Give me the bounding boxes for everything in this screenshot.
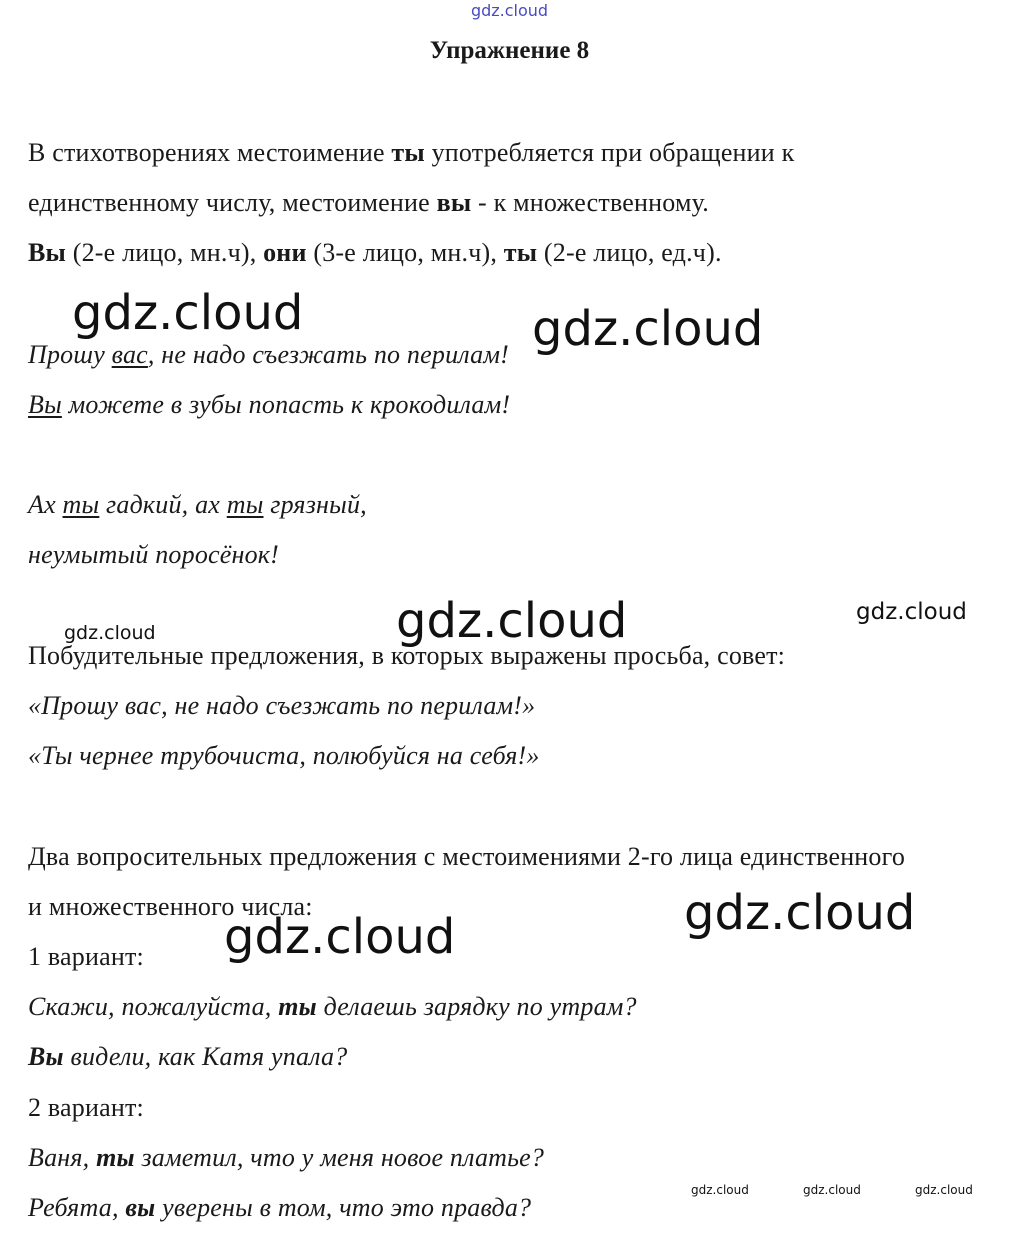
incentive-heading: Побудительные предложения, в которых выражены просьба, совет: xyxy=(28,641,786,670)
watermark-large: gdz.cloud xyxy=(72,285,304,341)
underlined-pronoun-ty-2: ты xyxy=(226,490,264,519)
para1-line3 xyxy=(28,238,722,268)
para1-line3-text-b: (3-е лицо, мн.ч), xyxy=(306,238,504,267)
pronoun-vy-bold: Вы xyxy=(28,238,67,267)
pronoun-ty-bold: ты xyxy=(503,238,538,267)
para1-line2-text-a: единственному числу, местоимение xyxy=(28,188,437,217)
poem2-line1-text-c: грязный, xyxy=(263,490,367,519)
v1s1-text-a: Скажи, пожалуйста, xyxy=(28,992,279,1021)
variant-2-label: 2 вариант: xyxy=(28,1093,144,1122)
questions-heading-line2: и множественного числа: xyxy=(28,892,313,921)
underlined-pronoun-ty-1: ты xyxy=(62,490,100,519)
watermark-large: gdz.cloud xyxy=(396,593,628,649)
watermark-tiny: gdz.cloud xyxy=(915,1183,973,1197)
v2s1-pronoun: ты xyxy=(96,1143,135,1172)
poem1-line2-text: можете в зубы попасть к крокодилам! xyxy=(61,390,511,419)
watermark-medium: gdz.cloud xyxy=(856,599,967,625)
incentive-quote-2: «Ты чернее трубочиста, полюбуйся на себя!» xyxy=(28,741,540,770)
variant-2-sentence-2 xyxy=(28,1193,531,1223)
poem1-line2 xyxy=(28,390,510,420)
poem1-line1-text-b: , не надо съезжать по перилам! xyxy=(147,340,509,369)
v1s2-pronoun: Вы xyxy=(28,1042,64,1071)
variant-1-sentence-1 xyxy=(28,992,637,1022)
para1-line1 xyxy=(28,138,794,168)
v2s2-text-a: Ребята, xyxy=(28,1193,126,1222)
poem2-line2: неумытый поросёнок! xyxy=(28,540,280,569)
questions-heading-line1: Два вопросительных предложения с местоимениями 2-го лица единственного xyxy=(28,842,906,871)
poem2-line1-text-b: гадкий, ах xyxy=(99,490,227,519)
pronoun-oni-bold: они xyxy=(263,238,307,267)
poem2-line1 xyxy=(28,490,367,520)
underlined-pronoun-vas: вас xyxy=(111,340,148,369)
para1-line2-text-b: - к множественному. xyxy=(471,188,709,217)
v1s1-text-b: делаешь зарядку по утрам? xyxy=(316,992,637,1021)
pronoun-ty: ты xyxy=(391,138,425,167)
watermark-tiny: gdz.cloud xyxy=(803,1183,861,1197)
poem1-line1-text-a: Прошу xyxy=(28,340,112,369)
v2s2-pronoun: вы xyxy=(125,1193,156,1222)
v2s2-text-b: уверены в том, что это правда? xyxy=(155,1193,532,1222)
watermark-tiny: gdz.cloud xyxy=(691,1183,749,1197)
v2s1-text-b: заметил, что у меня новое платье? xyxy=(134,1143,545,1172)
poem2-line1-text-a: Ах xyxy=(28,490,63,519)
variant-1-sentence-2 xyxy=(28,1042,347,1072)
watermark-large: gdz.cloud xyxy=(532,301,764,357)
v1s1-pronoun: ты xyxy=(278,992,317,1021)
incentive-quote-1: «Прошу вас, не надо съезжать по перилам!» xyxy=(28,691,536,720)
para1-line1-text-b: употребляется при обращении к xyxy=(424,138,795,167)
pronoun-vy: вы xyxy=(436,188,472,217)
underlined-pronoun-vy: Вы xyxy=(28,390,62,419)
poem1-line1 xyxy=(28,340,509,370)
v2s1-text-a: Ваня, xyxy=(28,1143,97,1172)
variant-1-label: 1 вариант: xyxy=(28,942,144,971)
v1s2-text: видели, как Катя упала? xyxy=(63,1042,348,1071)
para1-line2 xyxy=(28,188,709,218)
para1-line3-text-c: (2-е лицо, ед.ч). xyxy=(537,238,722,267)
watermark-large: gdz.cloud xyxy=(684,885,916,941)
page-title: Упражнение 8 xyxy=(429,37,590,64)
watermark-small: gdz.cloud xyxy=(64,622,156,644)
watermark-large: gdz.cloud xyxy=(224,909,456,965)
para1-line3-text-a: (2-е лицо, мн.ч), xyxy=(66,238,264,267)
para1-line1-text-a: В стихотворениях местоимение xyxy=(28,138,392,167)
variant-2-sentence-1 xyxy=(28,1143,544,1173)
watermark-top: gdz.cloud xyxy=(470,1,549,20)
